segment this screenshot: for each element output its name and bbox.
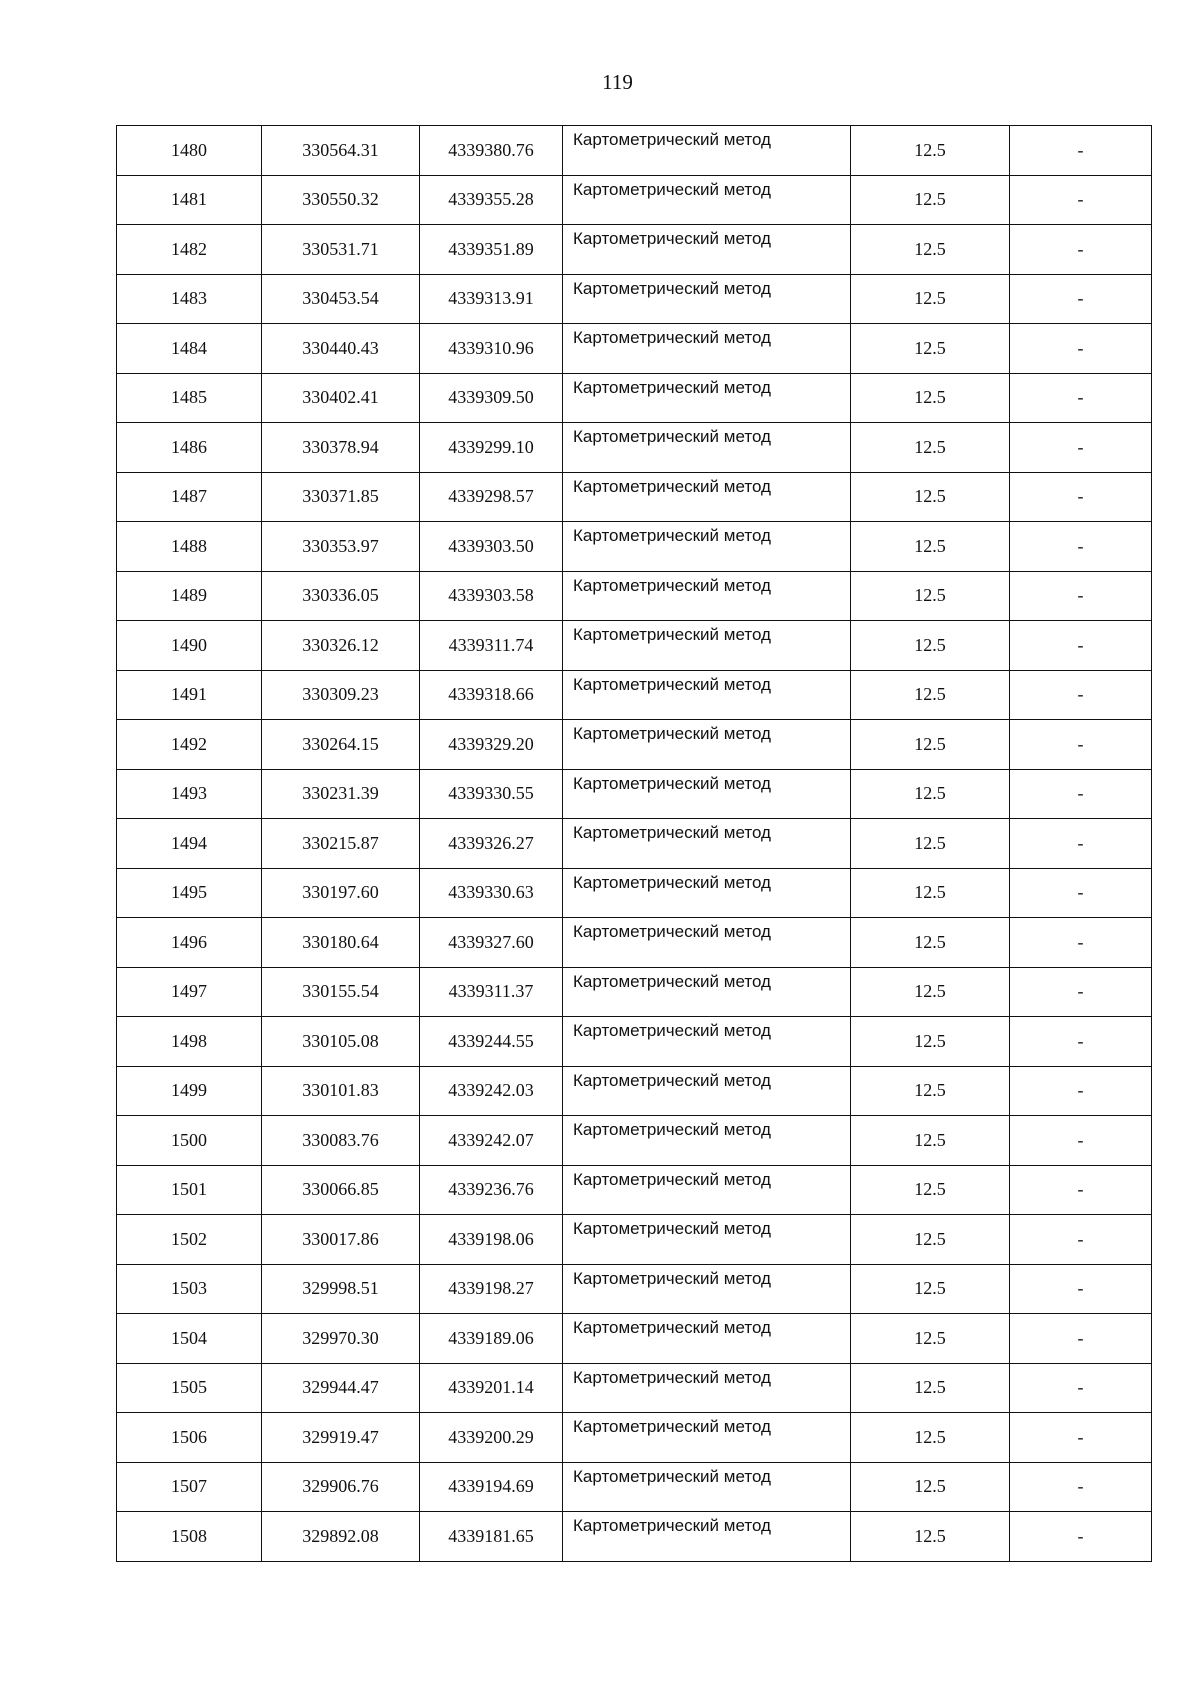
x-coordinate-cell: 330440.43 — [262, 324, 420, 374]
note-cell: - — [1010, 621, 1152, 671]
method-cell: Картометрический метод — [563, 621, 851, 671]
table-row — [117, 225, 1152, 275]
x-coordinate-cell: 330453.54 — [262, 274, 420, 324]
x-coordinate-cell: 329970.30 — [262, 1314, 420, 1364]
y-coordinate-cell: 4339318.66 — [420, 670, 563, 720]
method-cell: Картометрический метод — [563, 769, 851, 819]
note-cell: - — [1010, 423, 1152, 473]
accuracy-cell: 12.5 — [851, 1066, 1010, 1116]
table-row — [117, 522, 1152, 572]
method-cell: Картометрический метод — [563, 274, 851, 324]
point-number-cell: 1503 — [117, 1264, 262, 1314]
note-cell: - — [1010, 1116, 1152, 1166]
table-row — [117, 1413, 1152, 1463]
table-row — [117, 868, 1152, 918]
y-coordinate-cell: 4339201.14 — [420, 1363, 563, 1413]
y-coordinate-cell: 4339309.50 — [420, 373, 563, 423]
y-coordinate-cell: 4339198.27 — [420, 1264, 563, 1314]
method-cell: Картометрический метод — [563, 1264, 851, 1314]
table-row — [117, 1462, 1152, 1512]
accuracy-cell: 12.5 — [851, 1017, 1010, 1067]
point-number-cell: 1496 — [117, 918, 262, 968]
table-row — [117, 1512, 1152, 1562]
accuracy-cell: 12.5 — [851, 1512, 1010, 1562]
point-number-cell: 1501 — [117, 1165, 262, 1215]
table-row — [117, 819, 1152, 869]
note-cell: - — [1010, 225, 1152, 275]
method-cell: Картометрический метод — [563, 720, 851, 770]
point-number-cell: 1492 — [117, 720, 262, 770]
point-number-cell: 1487 — [117, 472, 262, 522]
method-cell: Картометрический метод — [563, 1363, 851, 1413]
coordinates-table-body — [117, 126, 1152, 1562]
accuracy-cell: 12.5 — [851, 1462, 1010, 1512]
y-coordinate-cell: 4339189.06 — [420, 1314, 563, 1364]
accuracy-cell: 12.5 — [851, 720, 1010, 770]
note-cell: - — [1010, 1314, 1152, 1364]
table-row — [117, 720, 1152, 770]
y-coordinate-cell: 4339198.06 — [420, 1215, 563, 1265]
x-coordinate-cell: 330378.94 — [262, 423, 420, 473]
accuracy-cell: 12.5 — [851, 1363, 1010, 1413]
table-row — [117, 1165, 1152, 1215]
x-coordinate-cell: 330264.15 — [262, 720, 420, 770]
x-coordinate-cell: 330353.97 — [262, 522, 420, 572]
note-cell: - — [1010, 1215, 1152, 1265]
note-cell: - — [1010, 720, 1152, 770]
accuracy-cell: 12.5 — [851, 1314, 1010, 1364]
accuracy-cell: 12.5 — [851, 1165, 1010, 1215]
method-cell: Картометрический метод — [563, 1165, 851, 1215]
x-coordinate-cell: 330402.41 — [262, 373, 420, 423]
method-cell: Картометрический метод — [563, 126, 851, 176]
accuracy-cell: 12.5 — [851, 868, 1010, 918]
accuracy-cell: 12.5 — [851, 423, 1010, 473]
method-cell: Картометрический метод — [563, 472, 851, 522]
note-cell: - — [1010, 1512, 1152, 1562]
point-number-cell: 1507 — [117, 1462, 262, 1512]
point-number-cell: 1488 — [117, 522, 262, 572]
accuracy-cell: 12.5 — [851, 1264, 1010, 1314]
table-row — [117, 274, 1152, 324]
point-number-cell: 1486 — [117, 423, 262, 473]
table-row — [117, 769, 1152, 819]
y-coordinate-cell: 4339313.91 — [420, 274, 563, 324]
note-cell: - — [1010, 868, 1152, 918]
method-cell: Картометрический метод — [563, 373, 851, 423]
y-coordinate-cell: 4339181.65 — [420, 1512, 563, 1562]
method-cell: Картометрический метод — [563, 571, 851, 621]
x-coordinate-cell: 330309.23 — [262, 670, 420, 720]
table-row — [117, 472, 1152, 522]
note-cell: - — [1010, 522, 1152, 572]
table-row — [117, 126, 1152, 176]
accuracy-cell: 12.5 — [851, 522, 1010, 572]
x-coordinate-cell: 330180.64 — [262, 918, 420, 968]
y-coordinate-cell: 4339355.28 — [420, 175, 563, 225]
accuracy-cell: 12.5 — [851, 126, 1010, 176]
y-coordinate-cell: 4339242.07 — [420, 1116, 563, 1166]
note-cell: - — [1010, 324, 1152, 374]
method-cell: Картометрический метод — [563, 1017, 851, 1067]
x-coordinate-cell: 330231.39 — [262, 769, 420, 819]
method-cell: Картометрический метод — [563, 423, 851, 473]
x-coordinate-cell: 330066.85 — [262, 1165, 420, 1215]
y-coordinate-cell: 4339380.76 — [420, 126, 563, 176]
point-number-cell: 1483 — [117, 274, 262, 324]
y-coordinate-cell: 4339326.27 — [420, 819, 563, 869]
y-coordinate-cell: 4339311.74 — [420, 621, 563, 671]
y-coordinate-cell: 4339299.10 — [420, 423, 563, 473]
y-coordinate-cell: 4339327.60 — [420, 918, 563, 968]
method-cell: Картометрический метод — [563, 868, 851, 918]
accuracy-cell: 12.5 — [851, 225, 1010, 275]
y-coordinate-cell: 4339303.50 — [420, 522, 563, 572]
x-coordinate-cell: 330326.12 — [262, 621, 420, 671]
note-cell: - — [1010, 819, 1152, 869]
note-cell: - — [1010, 1017, 1152, 1067]
x-coordinate-cell: 330336.05 — [262, 571, 420, 621]
y-coordinate-cell: 4339330.63 — [420, 868, 563, 918]
accuracy-cell: 12.5 — [851, 472, 1010, 522]
point-number-cell: 1500 — [117, 1116, 262, 1166]
table-row — [117, 1017, 1152, 1067]
method-cell: Картометрический метод — [563, 324, 851, 374]
accuracy-cell: 12.5 — [851, 175, 1010, 225]
note-cell: - — [1010, 175, 1152, 225]
method-cell: Картометрический метод — [563, 1462, 851, 1512]
point-number-cell: 1482 — [117, 225, 262, 275]
point-number-cell: 1490 — [117, 621, 262, 671]
accuracy-cell: 12.5 — [851, 1413, 1010, 1463]
method-cell: Картометрический метод — [563, 1512, 851, 1562]
note-cell: - — [1010, 1462, 1152, 1512]
x-coordinate-cell: 330564.31 — [262, 126, 420, 176]
accuracy-cell: 12.5 — [851, 769, 1010, 819]
method-cell: Картометрический метод — [563, 1116, 851, 1166]
x-coordinate-cell: 330083.76 — [262, 1116, 420, 1166]
note-cell: - — [1010, 769, 1152, 819]
x-coordinate-cell: 330105.08 — [262, 1017, 420, 1067]
x-coordinate-cell: 329919.47 — [262, 1413, 420, 1463]
x-coordinate-cell: 329892.08 — [262, 1512, 420, 1562]
y-coordinate-cell: 4339236.76 — [420, 1165, 563, 1215]
note-cell: - — [1010, 1264, 1152, 1314]
accuracy-cell: 12.5 — [851, 621, 1010, 671]
note-cell: - — [1010, 967, 1152, 1017]
accuracy-cell: 12.5 — [851, 324, 1010, 374]
x-coordinate-cell: 329906.76 — [262, 1462, 420, 1512]
point-number-cell: 1494 — [117, 819, 262, 869]
point-number-cell: 1484 — [117, 324, 262, 374]
note-cell: - — [1010, 1413, 1152, 1463]
note-cell: - — [1010, 670, 1152, 720]
note-cell: - — [1010, 373, 1152, 423]
method-cell: Картометрический метод — [563, 1314, 851, 1364]
point-number-cell: 1495 — [117, 868, 262, 918]
note-cell: - — [1010, 1363, 1152, 1413]
method-cell: Картометрический метод — [563, 175, 851, 225]
table-row — [117, 423, 1152, 473]
table-row — [117, 967, 1152, 1017]
note-cell: - — [1010, 571, 1152, 621]
accuracy-cell: 12.5 — [851, 918, 1010, 968]
x-coordinate-cell: 330017.86 — [262, 1215, 420, 1265]
accuracy-cell: 12.5 — [851, 819, 1010, 869]
y-coordinate-cell: 4339329.20 — [420, 720, 563, 770]
x-coordinate-cell: 330215.87 — [262, 819, 420, 869]
accuracy-cell: 12.5 — [851, 274, 1010, 324]
y-coordinate-cell: 4339351.89 — [420, 225, 563, 275]
y-coordinate-cell: 4339298.57 — [420, 472, 563, 522]
page-number: 119 — [602, 70, 633, 94]
accuracy-cell: 12.5 — [851, 373, 1010, 423]
x-coordinate-cell: 330155.54 — [262, 967, 420, 1017]
point-number-cell: 1489 — [117, 571, 262, 621]
x-coordinate-cell: 329998.51 — [262, 1264, 420, 1314]
table-row — [117, 175, 1152, 225]
table-row — [117, 670, 1152, 720]
x-coordinate-cell: 330531.71 — [262, 225, 420, 275]
method-cell: Картометрический метод — [563, 1413, 851, 1463]
point-number-cell: 1499 — [117, 1066, 262, 1116]
note-cell: - — [1010, 126, 1152, 176]
accuracy-cell: 12.5 — [851, 670, 1010, 720]
table-row — [117, 324, 1152, 374]
y-coordinate-cell: 4339244.55 — [420, 1017, 563, 1067]
x-coordinate-cell: 329944.47 — [262, 1363, 420, 1413]
x-coordinate-cell: 330197.60 — [262, 868, 420, 918]
table-row — [117, 1314, 1152, 1364]
y-coordinate-cell: 4339311.37 — [420, 967, 563, 1017]
table-row — [117, 1066, 1152, 1116]
y-coordinate-cell: 4339194.69 — [420, 1462, 563, 1512]
y-coordinate-cell: 4339200.29 — [420, 1413, 563, 1463]
table-row — [117, 1363, 1152, 1413]
point-number-cell: 1504 — [117, 1314, 262, 1364]
method-cell: Картометрический метод — [563, 967, 851, 1017]
x-coordinate-cell: 330371.85 — [262, 472, 420, 522]
note-cell: - — [1010, 918, 1152, 968]
point-number-cell: 1480 — [117, 126, 262, 176]
accuracy-cell: 12.5 — [851, 1116, 1010, 1166]
table-row — [117, 1264, 1152, 1314]
point-number-cell: 1502 — [117, 1215, 262, 1265]
point-number-cell: 1497 — [117, 967, 262, 1017]
point-number-cell: 1498 — [117, 1017, 262, 1067]
method-cell: Картометрический метод — [563, 1215, 851, 1265]
point-number-cell: 1481 — [117, 175, 262, 225]
table-row — [117, 1215, 1152, 1265]
point-number-cell: 1491 — [117, 670, 262, 720]
y-coordinate-cell: 4339330.55 — [420, 769, 563, 819]
note-cell: - — [1010, 1066, 1152, 1116]
table-row — [117, 1116, 1152, 1166]
point-number-cell: 1505 — [117, 1363, 262, 1413]
table-row — [117, 918, 1152, 968]
method-cell: Картометрический метод — [563, 670, 851, 720]
point-number-cell: 1506 — [117, 1413, 262, 1463]
method-cell: Картометрический метод — [563, 522, 851, 572]
method-cell: Картометрический метод — [563, 918, 851, 968]
note-cell: - — [1010, 1165, 1152, 1215]
coordinates-table — [116, 125, 1152, 1562]
y-coordinate-cell: 4339310.96 — [420, 324, 563, 374]
point-number-cell: 1485 — [117, 373, 262, 423]
point-number-cell: 1508 — [117, 1512, 262, 1562]
y-coordinate-cell: 4339242.03 — [420, 1066, 563, 1116]
table-row — [117, 373, 1152, 423]
y-coordinate-cell: 4339303.58 — [420, 571, 563, 621]
point-number-cell: 1493 — [117, 769, 262, 819]
method-cell: Картометрический метод — [563, 225, 851, 275]
note-cell: - — [1010, 274, 1152, 324]
x-coordinate-cell: 330101.83 — [262, 1066, 420, 1116]
note-cell: - — [1010, 472, 1152, 522]
x-coordinate-cell: 330550.32 — [262, 175, 420, 225]
accuracy-cell: 12.5 — [851, 967, 1010, 1017]
table-row — [117, 621, 1152, 671]
method-cell: Картометрический метод — [563, 819, 851, 869]
table-row — [117, 571, 1152, 621]
accuracy-cell: 12.5 — [851, 571, 1010, 621]
accuracy-cell: 12.5 — [851, 1215, 1010, 1265]
method-cell: Картометрический метод — [563, 1066, 851, 1116]
